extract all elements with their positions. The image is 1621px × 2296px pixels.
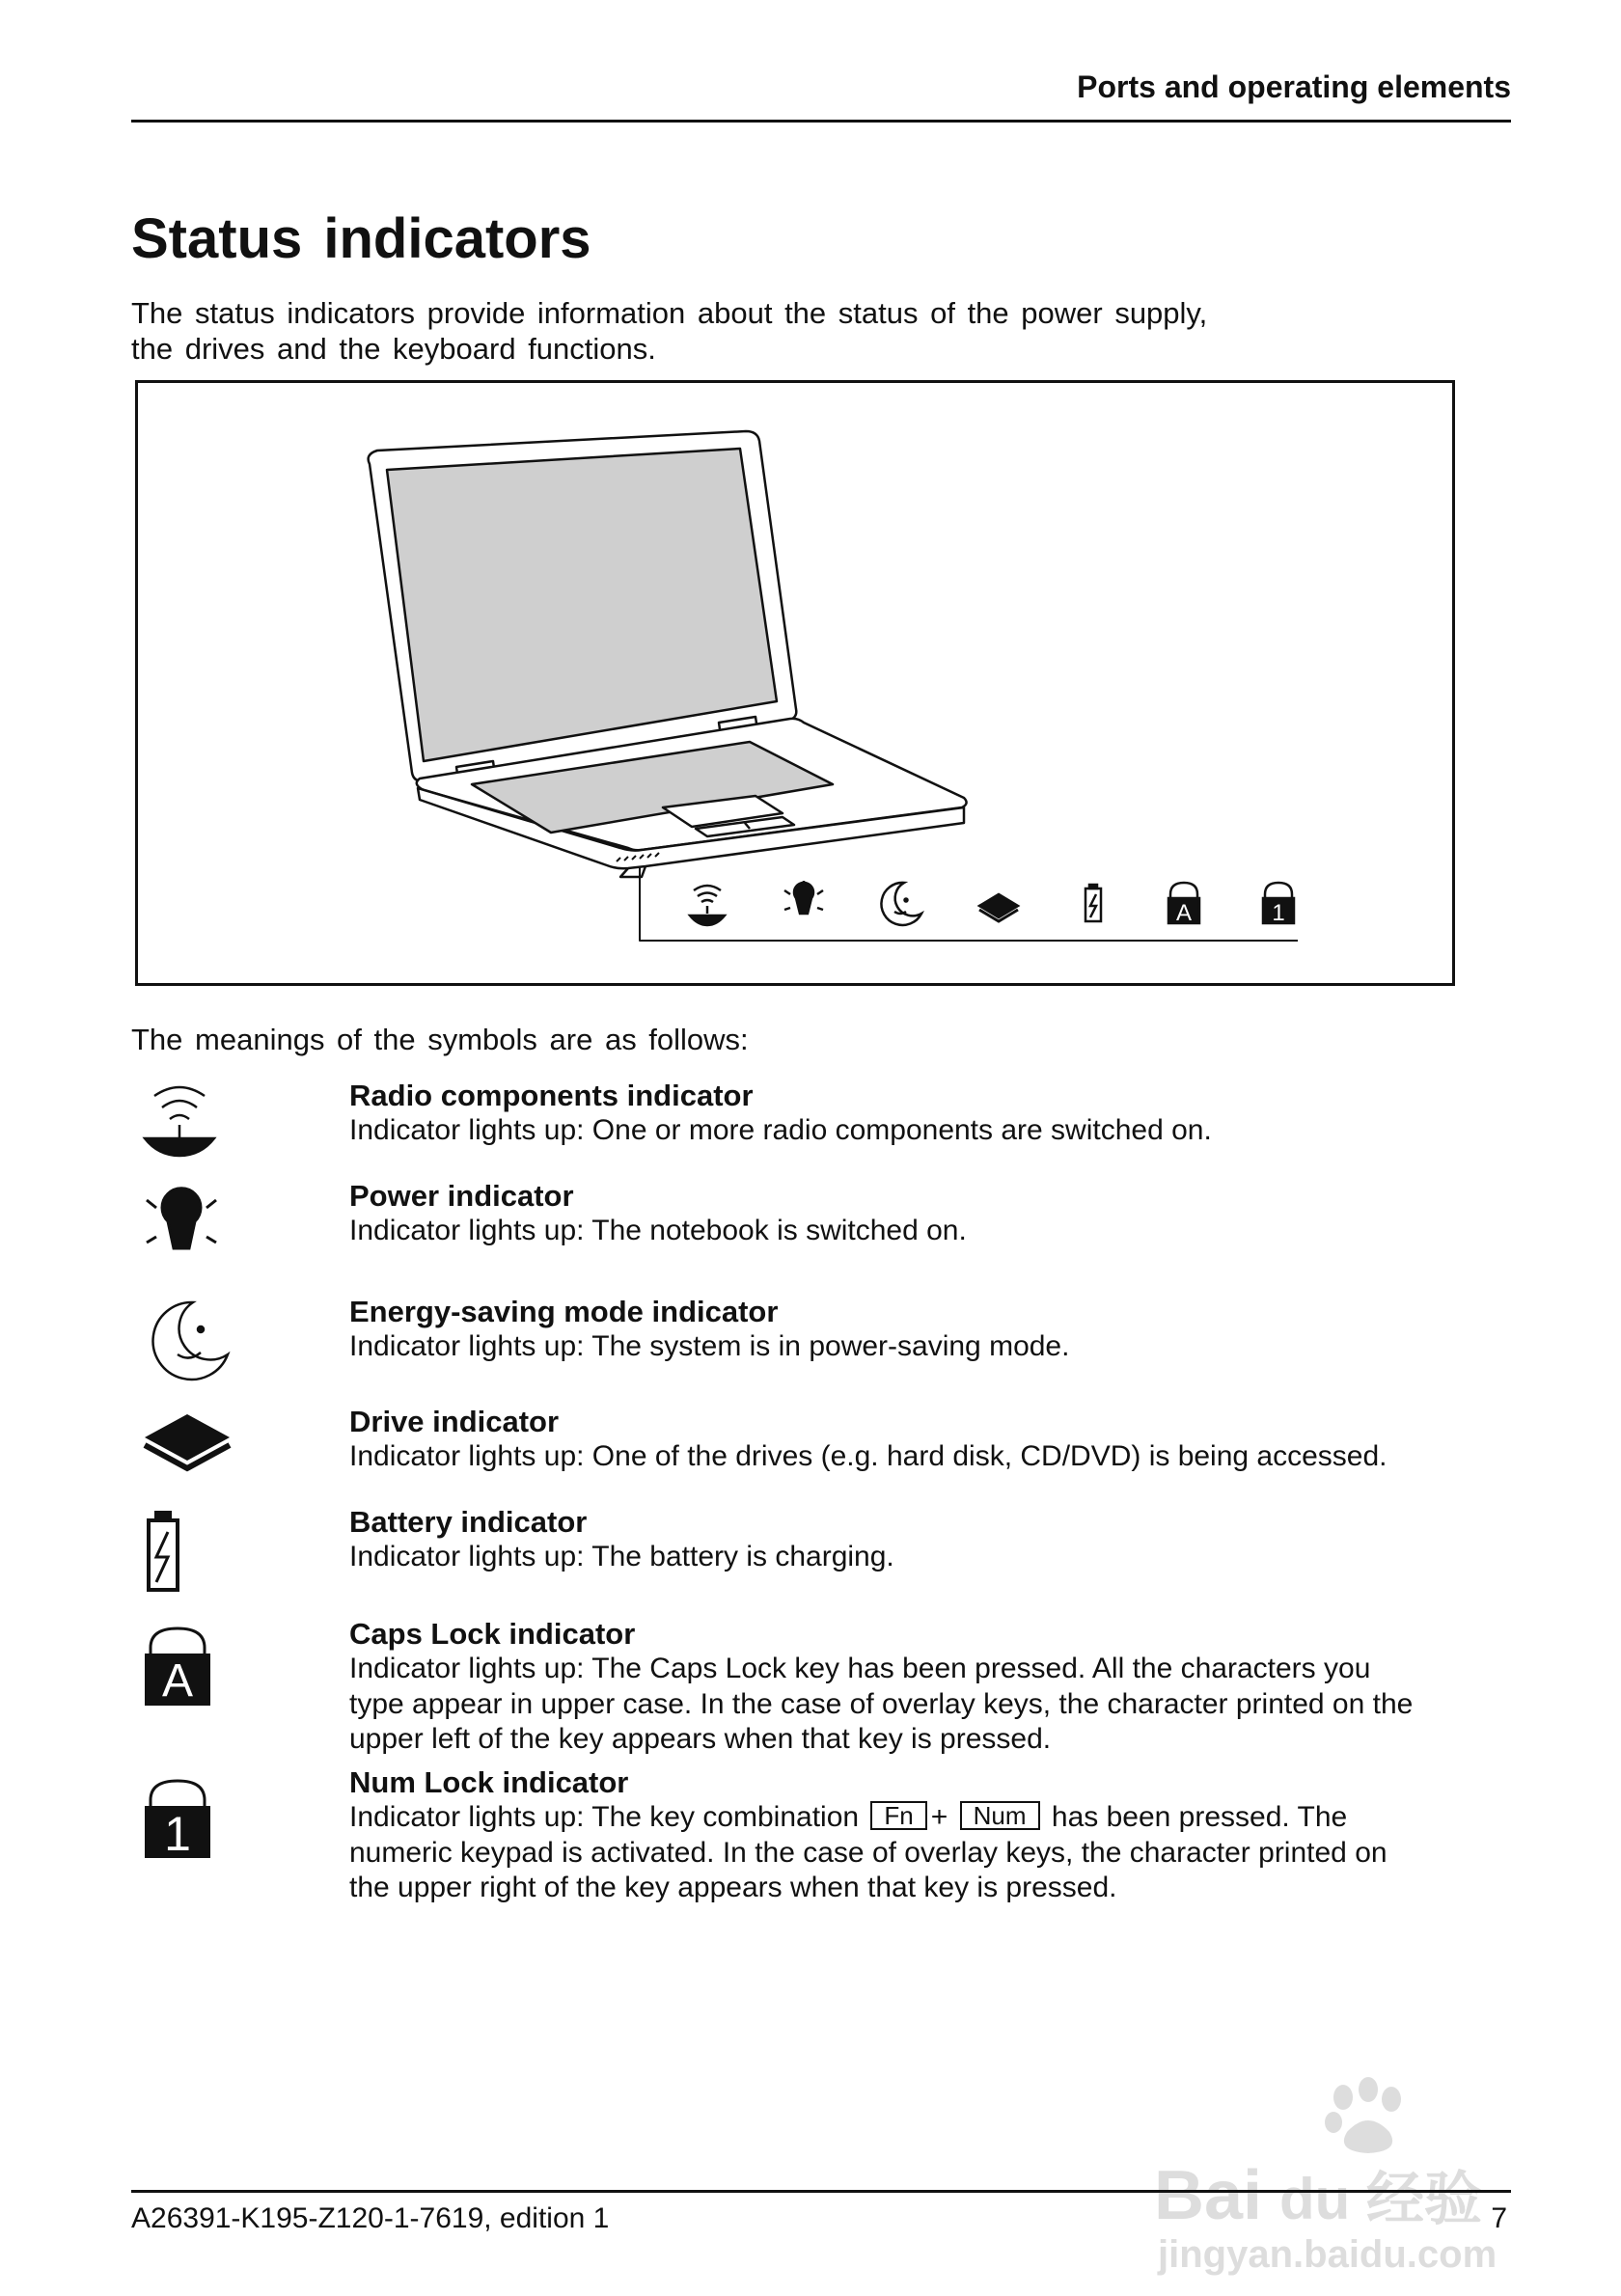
plus-sign: + <box>930 1801 948 1833</box>
battery-icon <box>145 1509 183 1596</box>
intro-line-1: The status indicators provide information about the status of the power supply, <box>131 296 1208 330</box>
desc-line-1: Indicator lights up: The Caps Lock key has been pressed. All the characters you <box>349 1653 1371 1684</box>
notebook-figure <box>135 380 1455 986</box>
baidu-watermark <box>1154 2074 1521 2286</box>
figure-radio-icon <box>690 886 725 925</box>
figure-battery-icon <box>1085 885 1101 921</box>
drive-icon <box>141 1408 234 1476</box>
num-lock-icon <box>141 1777 214 1873</box>
desc-line-2: type appear in upper case. In the case of overlay keys, the character printed on the <box>349 1687 1414 1720</box>
indicator-title: Radio components indicator <box>349 1079 754 1112</box>
intro-paragraph <box>131 295 1289 367</box>
watermark-brand: Bai <box>1154 2157 1263 2234</box>
header-rule <box>131 120 1511 123</box>
indicator-title: Caps Lock indicator <box>349 1617 636 1651</box>
paw-logo-icon <box>1154 2074 1521 2286</box>
page-title: Status indicators <box>131 207 591 270</box>
figure-drive-icon <box>979 894 1018 921</box>
figure-power-icon <box>784 881 823 914</box>
indicator-desc: Indicator lights up: The notebook is switched on. <box>349 1215 967 1246</box>
watermark-cn: 经验 <box>1366 2166 1482 2233</box>
indicator-title: Power indicator <box>349 1179 574 1213</box>
caps-lock-icon <box>141 1625 214 1721</box>
desc-line-3: upper left of the key appears when that key is pressed. <box>349 1723 1052 1755</box>
watermark-url: jingyan.baidu.com <box>1158 2233 1497 2276</box>
desc-line-2: numeric keypad is activated. In the case of overlay keys, the character printed on <box>349 1836 1387 1869</box>
desc-text-before: Indicator lights up: The key combination <box>349 1801 860 1833</box>
indicator-desc: Indicator lights up: The system is in power-saving mode. <box>349 1330 1070 1362</box>
power-bulb-icon <box>143 1187 220 1273</box>
figure-num-digit: 1 <box>1272 900 1285 926</box>
moon-icon <box>139 1297 235 1383</box>
fn-key: Fn <box>870 1801 926 1830</box>
indicator-desc: Indicator lights up: One of the drives (e.g. hard disk, CD/DVD) is being accessed. <box>349 1440 1387 1472</box>
indicator-desc <box>349 1800 1507 1906</box>
indicator-desc: Indicator lights up: The battery is charging. <box>349 1541 894 1572</box>
running-header: Ports and operating elements <box>1077 69 1511 104</box>
figure-indicator-strip <box>690 881 1294 925</box>
indicator-desc <box>349 1652 1507 1758</box>
desc-text-after: has been pressed. The <box>1051 1801 1348 1833</box>
indicator-title: Num Lock indicator <box>349 1765 629 1799</box>
radio-components-icon <box>141 1079 218 1165</box>
watermark-brand-suffix: du <box>1279 2167 1351 2231</box>
indicator-title: Battery indicator <box>349 1505 588 1539</box>
footer-doc-id: A26391-K195-Z120-1-7619, edition 1 <box>131 2202 610 2234</box>
indicator-desc: Indicator lights up: One or more radio components are switched on. <box>349 1114 1212 1146</box>
desc-line-1 <box>349 1800 1507 1836</box>
figure-caps-letter: A <box>1175 900 1193 926</box>
notebook-illustration <box>138 383 1452 983</box>
page-number: 7 <box>1491 2202 1507 2234</box>
indicator-title: Drive indicator <box>349 1405 560 1438</box>
intro-line-2: the drives and the keyboard functions. <box>131 332 656 366</box>
meanings-intro: The meanings of the symbols are as follows: <box>131 1023 749 1056</box>
indicator-title: Energy-saving mode indicator <box>349 1295 779 1328</box>
caps-lock-letter: A <box>161 1655 194 1707</box>
footer-rule <box>131 2190 1511 2193</box>
num-lock-digit: 1 <box>164 1807 191 1861</box>
desc-line-3: the upper right of the key appears when that key is pressed. <box>349 1872 1117 1903</box>
num-key: Num <box>960 1801 1040 1830</box>
figure-moon-icon <box>881 883 921 925</box>
